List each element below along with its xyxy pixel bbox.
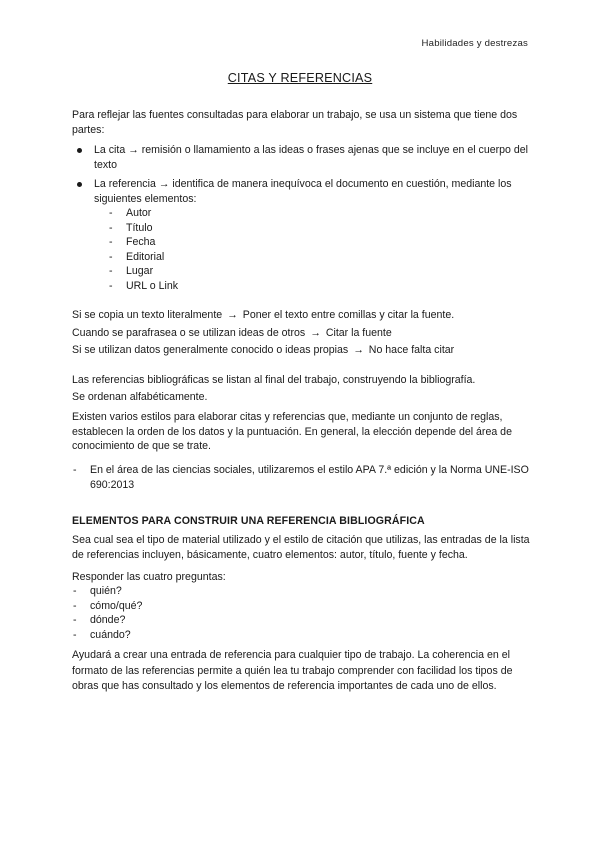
arrow-icon: →	[158, 178, 170, 190]
styles-paragraph: Existen varios estilos para elaborar citas y referencias que, mediante un conjunto de reglas, establecen la orden de los datos y la puntuación. En general, la elección depende del área de conocimiento de que se trate.	[72, 411, 512, 452]
list-item: - URL o Link	[109, 279, 179, 292]
list-item: - Lugar	[109, 265, 154, 277]
intro-paragraph-block	[72, 108, 532, 137]
page-title: CITAS Y REFERENCIAS	[227, 71, 373, 85]
list-item: - Editorial	[109, 250, 165, 263]
questions-list-block	[72, 584, 532, 642]
styles-paragraph-block	[72, 410, 532, 454]
list-item: - quién?	[73, 585, 122, 597]
bullet-dot-icon	[77, 148, 82, 153]
questions-list	[72, 584, 532, 642]
bullet-label: La referencia	[94, 178, 156, 190]
list-item: - Fecha	[109, 236, 156, 248]
questions-intro-block	[72, 570, 532, 585]
section-paragraph: Sea cual sea el tipo de material utilizado y el estilo de citación que utilizas, las entradas de la lista de referencias incluyen, básicamente, cuatro elementos: autor, título, fuente y fecha.	[72, 534, 530, 561]
bullet-text: identifica de manera inequívoca el documento en cuestión, mediante los siguientes elementos:	[94, 178, 512, 205]
arrow-icon: →	[128, 144, 139, 156]
bullet-text: remisión o llamamiento a las ideas o frases ajenas que se incluye en el cuerpo del texto	[94, 144, 529, 171]
bullet-label: La cita	[94, 144, 126, 156]
rule-line: Si se utilizan datos generalmente conocido o ideas propias → No hace falta citar	[72, 344, 455, 356]
elements-list	[72, 206, 532, 293]
bullet-dot-icon	[77, 182, 82, 187]
running-header: Habilidades y destrezas	[421, 38, 528, 49]
citation-rules-block	[72, 307, 532, 360]
bullet-item-cita	[72, 143, 534, 172]
list-item: - cuándo?	[73, 628, 131, 641]
bibliography-note-block	[72, 372, 532, 406]
list-item: - En el área de las ciencias sociales, utilizaremos el estilo APA 7.ª edición y la Norma UNE-ISO 690:2013	[73, 464, 529, 491]
arrow-icon: →	[227, 309, 238, 321]
styles-item-block	[72, 463, 530, 492]
bullet-list-block	[72, 143, 534, 211]
list-item: - Autor	[109, 207, 152, 219]
bullet-item-referencia	[72, 177, 534, 206]
intro-paragraph: Para reflejar las fuentes consultadas para elaborar un trabajo, se usa un sistema que tiene dos partes:	[72, 109, 518, 136]
arrow-icon: →	[310, 326, 321, 339]
styles-list	[72, 463, 530, 492]
bibliography-note-line: Las referencias bibliográficas se listan al final del trabajo, construyendo la bibliografía.	[72, 374, 476, 386]
section-heading-block	[72, 514, 532, 529]
section-heading: ELEMENTOS PARA CONSTRUIR UNA REFERENCIA BIBLIOGRÁFICA	[72, 515, 425, 527]
list-item: - dónde?	[73, 614, 126, 626]
rule-line: Cuando se parafrasea o se utilizan ideas de otros → Citar la fuente	[72, 326, 392, 339]
elements-list-block	[72, 206, 532, 293]
bullet-list	[72, 143, 534, 206]
bibliography-note-line: Se ordenan alfabéticamente.	[72, 391, 208, 403]
rule-line: Si se copia un texto literalmente → Poner el texto entre comillas y citar la fuente.	[72, 309, 455, 321]
list-item: - cómo/qué?	[73, 599, 143, 612]
section-paragraph-block	[72, 533, 532, 562]
list-item: - Título	[109, 221, 153, 234]
closing-paragraph: Ayudará a crear una entrada de referencia para cualquier tipo de trabajo. La coherencia en el formato de las referencias permite a quién lea tu trabajo comprender con facilidad los tipos de obras que has consultado y los elementos de referencia importantes de cada uno de ellos.	[72, 649, 513, 692]
closing-paragraph-block	[72, 648, 532, 695]
questions-intro: Responder las cuatro preguntas:	[72, 571, 226, 583]
arrow-icon: →	[353, 344, 364, 356]
